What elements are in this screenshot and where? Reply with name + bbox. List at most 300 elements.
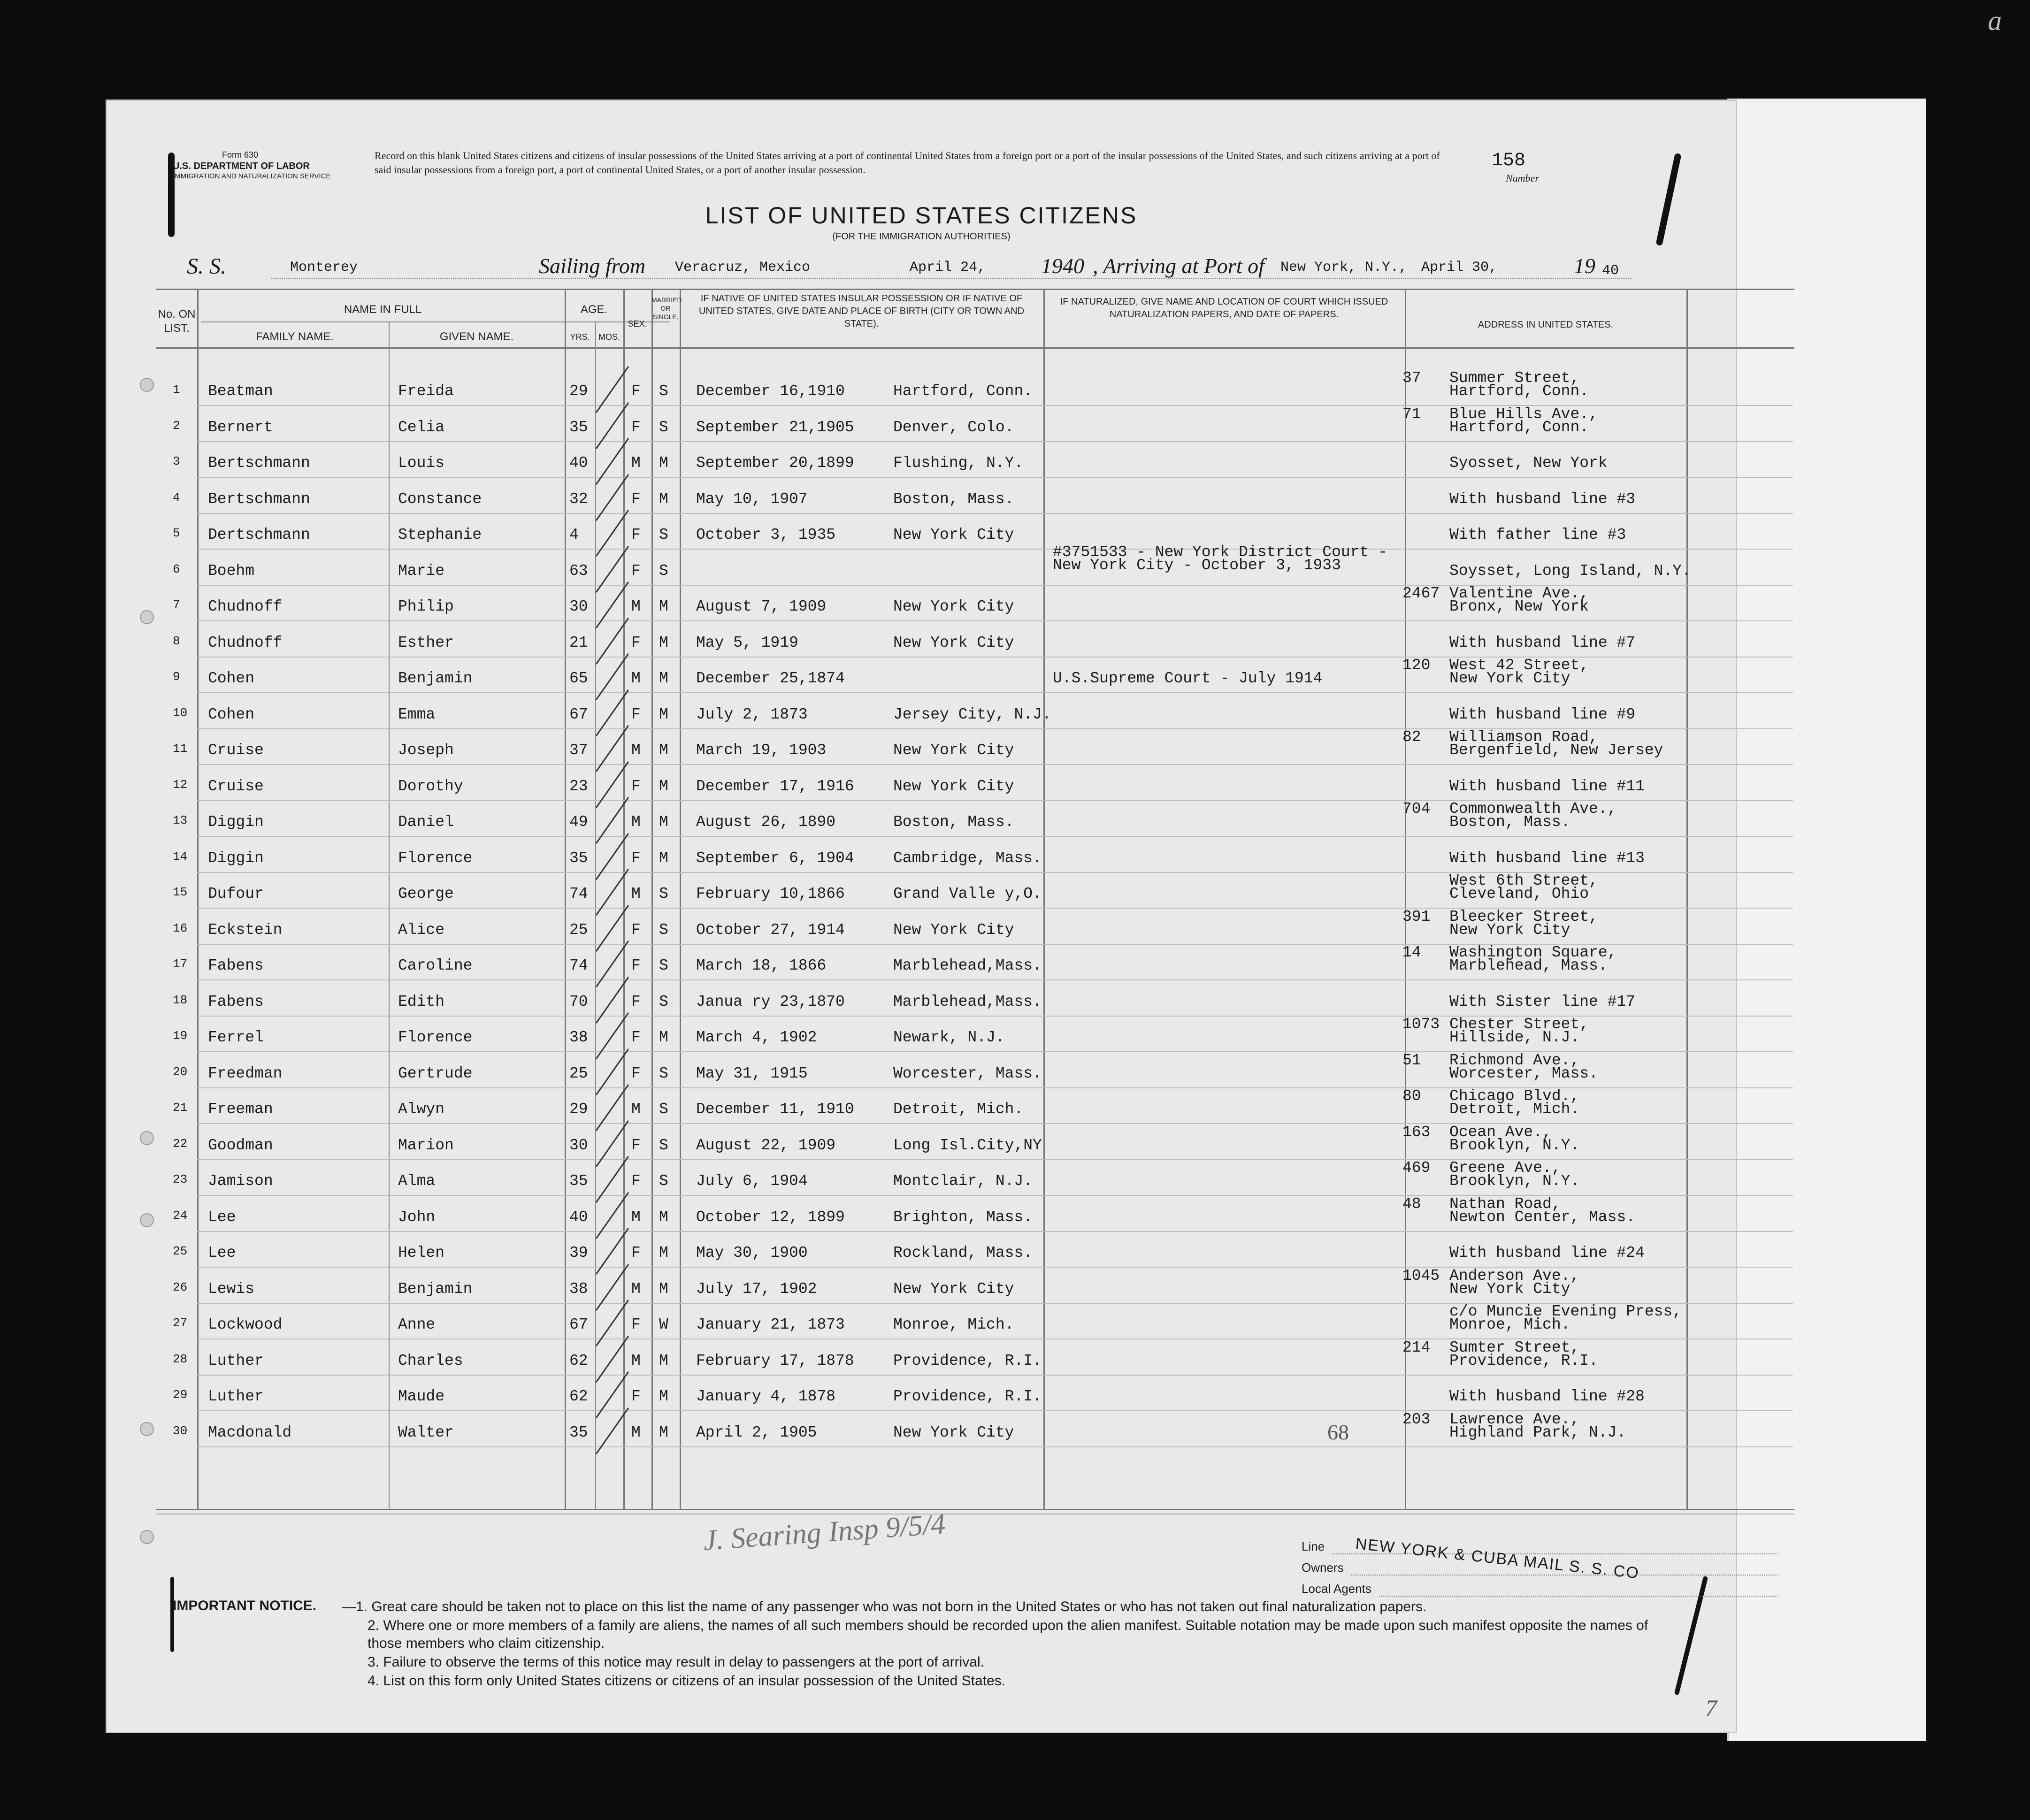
col-rule bbox=[197, 289, 199, 1509]
arrival-port: New York, N.Y., bbox=[1280, 260, 1408, 275]
cell-place: New York City bbox=[893, 742, 1014, 759]
cell-family: Dertschmann bbox=[208, 526, 310, 543]
cell-sex: F bbox=[631, 1244, 641, 1262]
cell-addr2: Cleveland, Ohio bbox=[1449, 885, 1589, 902]
cell-no: 5 bbox=[173, 526, 180, 540]
cell-no: 21 bbox=[173, 1101, 188, 1115]
cell-no: 26 bbox=[173, 1280, 188, 1294]
punch-hole bbox=[140, 1422, 154, 1436]
cell-ms: S bbox=[659, 1172, 668, 1190]
cell-age: 35 bbox=[569, 849, 588, 867]
cell-age: 37 bbox=[569, 742, 588, 759]
cell-sex: M bbox=[631, 885, 641, 902]
cell-given: Anne bbox=[398, 1316, 436, 1333]
cell-family: Eckstein bbox=[208, 921, 283, 939]
cell-given: Gertrude bbox=[398, 1064, 473, 1082]
cell-age: 21 bbox=[569, 634, 588, 651]
cell-addr2: New York City bbox=[1449, 1280, 1570, 1298]
cell-family: Freedman bbox=[208, 1064, 283, 1082]
cell-addr2: Brooklyn, N.Y. bbox=[1449, 1136, 1580, 1154]
cell-ms: M bbox=[659, 742, 668, 759]
notice-1: —1. Great care should be taken not to place on this list the name of any passenger who was not born in the United States or who has not taken out final naturalization papers. bbox=[342, 1599, 1427, 1614]
cell-sex: F bbox=[631, 526, 641, 543]
cell-place: Providence, R.I. bbox=[893, 1352, 1042, 1369]
cell-family: Jamison bbox=[208, 1172, 273, 1190]
cell-ms: M bbox=[659, 634, 668, 651]
cell-dob: March 18, 1866 bbox=[696, 957, 827, 974]
cell-age: 35 bbox=[569, 1423, 588, 1441]
cell-family: Ferrel bbox=[208, 1029, 264, 1046]
cell-sex: F bbox=[631, 1064, 641, 1082]
line-label: Line bbox=[1302, 1539, 1325, 1553]
cell-sex: M bbox=[631, 1208, 641, 1226]
form-number: Form 630 bbox=[222, 150, 259, 160]
cell-sex: F bbox=[631, 1388, 641, 1405]
cell-sex: F bbox=[631, 1136, 641, 1154]
cell-family: Dufour bbox=[208, 885, 264, 902]
cell-sex: F bbox=[631, 562, 641, 580]
cell-given: Maude bbox=[398, 1388, 445, 1405]
cell-dob: December 17, 1916 bbox=[696, 777, 854, 795]
cell-no: 8 bbox=[173, 634, 180, 648]
cell-no: 10 bbox=[173, 705, 188, 720]
punch-hole bbox=[140, 610, 154, 624]
cell-addr2: Bergenfield, New Jersey bbox=[1449, 742, 1663, 759]
cell-family: Lee bbox=[208, 1244, 236, 1262]
cell-addr-num: 391 bbox=[1402, 908, 1431, 925]
cell-sex: F bbox=[631, 382, 641, 400]
cell-place: New York City bbox=[893, 526, 1014, 543]
row-rule bbox=[197, 441, 1793, 442]
cell-addr2: With husband line #24 bbox=[1449, 1244, 1645, 1262]
line-stamp: NEW YORK & CUBA MAIL S. S. CO bbox=[1355, 1535, 1640, 1583]
sailing-label: Sailing from bbox=[539, 254, 646, 278]
count-annotation: 68 bbox=[1327, 1420, 1349, 1444]
cell-addr-num: 2467 bbox=[1402, 585, 1440, 602]
notice-3: 3. Failure to observe the terms of this notice may result in delay to passengers at the port of arrival. bbox=[368, 1654, 984, 1670]
punch-hole bbox=[140, 1213, 154, 1227]
cell-ms: M bbox=[659, 705, 668, 723]
row-rule bbox=[197, 620, 1793, 621]
cell-given: Stephanie bbox=[398, 526, 482, 543]
cell-addr1: West 6th Street, bbox=[1449, 872, 1598, 889]
cell-place: Providence, R.I. bbox=[893, 1388, 1042, 1405]
cell-ms: M bbox=[659, 813, 668, 831]
cell-age: 25 bbox=[569, 921, 588, 939]
row-rule bbox=[197, 549, 1793, 550]
cell-ms: S bbox=[659, 993, 668, 1010]
header-address: ADDRESS IN UNITED STATES. bbox=[1478, 320, 1614, 330]
cell-no: 1 bbox=[173, 382, 180, 397]
cell-addr-num: 214 bbox=[1402, 1338, 1431, 1356]
cell-place: New York City bbox=[893, 921, 1014, 939]
cell-family: Macdonald bbox=[208, 1423, 292, 1441]
cell-age: 62 bbox=[569, 1352, 588, 1369]
cell-dob: May 10, 1907 bbox=[696, 490, 808, 508]
cell-sex: M bbox=[631, 742, 641, 759]
sail-year: 1940 bbox=[1041, 254, 1084, 278]
agents-label: Local Agents bbox=[1302, 1582, 1371, 1596]
cell-no: 20 bbox=[173, 1064, 188, 1079]
row-rule bbox=[197, 477, 1793, 478]
page-title: LIST OF UNITED STATES CITIZENS bbox=[705, 202, 1138, 229]
cell-family: Lee bbox=[208, 1208, 236, 1226]
cell-given: Florence bbox=[398, 1029, 473, 1046]
cell-no: 15 bbox=[173, 885, 188, 899]
cell-dob: October 12, 1899 bbox=[696, 1208, 845, 1226]
cell-family: Diggin bbox=[208, 813, 264, 831]
cell-given: Marie bbox=[398, 562, 445, 580]
cell-given: Edith bbox=[398, 993, 445, 1010]
header-given-name: GIVEN NAME. bbox=[439, 330, 514, 343]
cell-given: Caroline bbox=[398, 957, 473, 974]
cell-ms: S bbox=[659, 1136, 668, 1154]
cell-age: 35 bbox=[569, 1172, 588, 1190]
cell-addr-num: 1045 bbox=[1402, 1267, 1440, 1285]
cell-ms: M bbox=[659, 1388, 668, 1405]
cell-age: 25 bbox=[569, 1064, 588, 1082]
cell-sex: F bbox=[631, 418, 641, 436]
cell-family: Chudnoff bbox=[208, 598, 283, 615]
cell-place: Jersey City, N.J. bbox=[893, 705, 1051, 723]
notice-title: IMPORTANT NOTICE. bbox=[173, 1598, 317, 1614]
arrival-year: 40 bbox=[1602, 263, 1619, 279]
cell-ms: S bbox=[659, 1064, 668, 1082]
cell-no: 27 bbox=[173, 1316, 188, 1330]
cell-addr1: Bleecker Street, bbox=[1449, 908, 1598, 925]
cell-addr2: New York City bbox=[1449, 670, 1570, 687]
cell-place: Montclair, N.J. bbox=[893, 1172, 1033, 1190]
cell-dob: September 6, 1904 bbox=[696, 849, 854, 867]
cell-addr2: Monroe, Mich. bbox=[1449, 1316, 1570, 1333]
cell-ms: M bbox=[659, 1029, 668, 1046]
sail-date: April 24, bbox=[910, 260, 986, 275]
cell-given: Benjamin bbox=[398, 1280, 473, 1298]
cell-addr1: Commonwealth Ave., bbox=[1449, 800, 1617, 818]
cell-sex: F bbox=[631, 957, 641, 974]
cell-family: Bertschmann bbox=[208, 454, 310, 472]
cell-addr1: Nathan Road, bbox=[1449, 1195, 1561, 1213]
cell-no: 28 bbox=[173, 1352, 188, 1366]
cell-place: New York City bbox=[893, 1280, 1014, 1298]
cell-place: Cambridge, Mass. bbox=[893, 849, 1042, 867]
cell-sex: F bbox=[631, 1029, 641, 1046]
cell-family: Cruise bbox=[208, 777, 264, 795]
col-rule bbox=[389, 321, 390, 1509]
cell-no: 16 bbox=[173, 921, 188, 935]
cell-dob: May 5, 1919 bbox=[696, 634, 798, 651]
cell-given: Philip bbox=[398, 598, 454, 615]
cell-family: Freeman bbox=[208, 1101, 273, 1118]
cell-family: Chudnoff bbox=[208, 634, 283, 651]
cell-addr-num: 37 bbox=[1402, 369, 1421, 387]
cell-given: Helen bbox=[398, 1244, 445, 1262]
cell-dob: May 31, 1915 bbox=[696, 1064, 808, 1082]
cell-given: Walter bbox=[398, 1423, 454, 1441]
cell-no: 9 bbox=[173, 670, 180, 684]
form-intro: Record on this blank United States citizens and citizens of insular possessions of the United States arriving at a port of continental United States from a foreign port or a port of the insular possessions of the United States, and such citizens arriving at a port of said insular possessions from a foreign port, a port of continental United States, or a port of another insular possession. bbox=[375, 150, 1440, 176]
cell-dob: August 26, 1890 bbox=[696, 813, 836, 831]
cell-ms: M bbox=[659, 849, 668, 867]
punch-hole bbox=[140, 1131, 154, 1145]
col-rule bbox=[1686, 289, 1688, 1509]
cell-age: 39 bbox=[569, 1244, 588, 1262]
cell-age: 62 bbox=[569, 1388, 588, 1405]
cell-given: Daniel bbox=[398, 813, 454, 831]
cell-sex: F bbox=[631, 993, 641, 1010]
cell-given: George bbox=[398, 885, 454, 902]
cell-ms: W bbox=[659, 1316, 668, 1333]
cell-ms: M bbox=[659, 1352, 668, 1369]
cell-place: Newark, N.J. bbox=[893, 1029, 1005, 1046]
cell-addr1: Chester Street, bbox=[1449, 1016, 1589, 1033]
cell-family: Cohen bbox=[208, 705, 255, 723]
cell-no: 29 bbox=[173, 1388, 188, 1402]
cell-addr2: Hartford, Conn. bbox=[1449, 418, 1589, 436]
cell-dob: September 20,1899 bbox=[696, 454, 854, 472]
cell-no: 18 bbox=[173, 993, 188, 1007]
ship-name: Monterey bbox=[290, 260, 358, 275]
cell-addr2: New York City bbox=[1449, 921, 1570, 939]
cell-sex: M bbox=[631, 1280, 641, 1298]
cell-ms: S bbox=[659, 1101, 668, 1118]
cell-age: 49 bbox=[569, 813, 588, 831]
cell-addr-num: 1073 bbox=[1402, 1016, 1440, 1033]
cell-ms: M bbox=[659, 1208, 668, 1226]
cell-addr1: Summer Street, bbox=[1449, 369, 1580, 387]
cell-dob: October 3, 1935 bbox=[696, 526, 836, 543]
cell-addr2: Syosset, New York bbox=[1449, 454, 1608, 472]
cell-given: Louis bbox=[398, 454, 445, 472]
cell-dob: September 21,1905 bbox=[696, 418, 854, 436]
cell-place: Grand Valle y,O. bbox=[893, 885, 1042, 902]
voyage-rule bbox=[271, 278, 1632, 279]
cell-nat1: #3751533 - New York District Court - bbox=[1053, 543, 1387, 561]
cell-family: Boehm bbox=[208, 562, 255, 580]
inspector-signature: J. Searing Insp 9/5/4 bbox=[702, 1508, 947, 1557]
cell-addr2: Boston, Mass. bbox=[1449, 813, 1570, 831]
cell-place: Worcester, Mass. bbox=[893, 1064, 1042, 1082]
cell-no: 17 bbox=[173, 957, 188, 971]
cell-sex: F bbox=[631, 634, 641, 651]
cell-age: 65 bbox=[569, 670, 588, 687]
number-label: Number bbox=[1506, 172, 1539, 184]
cell-addr1: Sumter Street, bbox=[1449, 1338, 1580, 1356]
cell-dob: July 2, 1873 bbox=[696, 705, 808, 723]
sailing-port: Veracruz, Mexico bbox=[675, 260, 811, 275]
name-header-rule bbox=[201, 321, 670, 322]
cell-dob: October 27, 1914 bbox=[696, 921, 845, 939]
cell-ms: M bbox=[659, 1280, 668, 1298]
cell-no: 30 bbox=[173, 1423, 188, 1438]
cell-addr-num: 71 bbox=[1402, 405, 1421, 423]
page-subtitle: (FOR THE IMMIGRATION AUTHORITIES) bbox=[832, 231, 1011, 242]
cell-no: 11 bbox=[173, 742, 188, 756]
cell-place: Rockland, Mass. bbox=[893, 1244, 1033, 1262]
cell-family: Luther bbox=[208, 1388, 264, 1405]
row-rule bbox=[197, 513, 1793, 514]
cell-addr-num: 80 bbox=[1402, 1087, 1421, 1105]
cell-dob: January 21, 1873 bbox=[696, 1316, 845, 1333]
cell-addr2: With husband line #3 bbox=[1449, 490, 1636, 508]
cell-addr-num: 51 bbox=[1402, 1051, 1421, 1069]
cell-place: Boston, Mass. bbox=[893, 490, 1014, 508]
back-sheet bbox=[1727, 99, 1926, 1741]
cell-sex: M bbox=[631, 813, 641, 831]
cell-sex: F bbox=[631, 849, 641, 867]
cell-addr1: Richmond Ave., bbox=[1449, 1051, 1580, 1069]
cell-given: Emma bbox=[398, 705, 436, 723]
cell-family: Fabens bbox=[208, 957, 264, 974]
cell-place: Denver, Colo. bbox=[893, 418, 1014, 436]
cell-addr-num: 469 bbox=[1402, 1159, 1431, 1177]
cell-family: Diggin bbox=[208, 849, 264, 867]
cell-no: 23 bbox=[173, 1172, 188, 1186]
cell-given: Alwyn bbox=[398, 1101, 445, 1118]
cell-age: 4 bbox=[569, 526, 579, 543]
service-name: IMMIGRATION AND NATURALIZATION SERVICE bbox=[173, 172, 331, 180]
cell-dob: January 4, 1878 bbox=[696, 1388, 836, 1405]
cell-addr1: Valentine Ave., bbox=[1449, 585, 1589, 602]
cell-age: 40 bbox=[569, 454, 588, 472]
cell-place: Monroe, Mich. bbox=[893, 1316, 1014, 1333]
arrival-year-prefix: 19 bbox=[1574, 254, 1595, 278]
cell-addr2: With husband line #9 bbox=[1449, 705, 1636, 723]
cell-family: Beatman bbox=[208, 382, 273, 400]
cell-addr2: With Sister line #17 bbox=[1449, 993, 1636, 1010]
cell-dob: March 19, 1903 bbox=[696, 742, 827, 759]
arrival-date: April 30, bbox=[1421, 260, 1498, 275]
row-rule bbox=[197, 1231, 1793, 1232]
cell-no: 19 bbox=[173, 1029, 188, 1043]
cell-ms: M bbox=[659, 490, 668, 508]
cell-no: 12 bbox=[173, 777, 188, 792]
agents-rule bbox=[1379, 1596, 1778, 1597]
cell-family: Fabens bbox=[208, 993, 264, 1010]
row-rule bbox=[197, 1375, 1793, 1376]
cell-ms: M bbox=[659, 454, 668, 472]
header-birth: IF NATIVE OF UNITED STATES INSULAR POSSESSION OR IF NATIVE OF UNITED STATES, GIVE DATE AND PLACE OF BIRTH (CITY OR TOWN AND STATE). bbox=[698, 293, 1025, 329]
cell-addr1: Ocean Ave., bbox=[1449, 1123, 1552, 1141]
arriving-label: , Arriving at Port of bbox=[1093, 254, 1264, 278]
punch-hole bbox=[140, 1530, 154, 1544]
header-no: No. ON LIST. bbox=[158, 308, 196, 335]
cell-dob: April 2, 1905 bbox=[696, 1423, 817, 1441]
cell-addr1: Lawrence Ave., bbox=[1449, 1410, 1580, 1428]
header-married: MARRIED OR SINGLE. bbox=[651, 296, 682, 321]
cell-ms: S bbox=[659, 921, 668, 939]
notice-2: 2. Where one or more members of a family are aliens, the names of all such members should be recorded upon the alien manifest. Suitable notation may be made upon such manifest opposite the names of those members who claim citizenship. bbox=[368, 1618, 1648, 1651]
cell-addr2: Highland Park, N.J. bbox=[1449, 1423, 1626, 1441]
table-bottom-rule bbox=[156, 1509, 1794, 1510]
cell-sex: F bbox=[631, 921, 641, 939]
manifest-page bbox=[107, 101, 1736, 1732]
header-yrs: YRS. bbox=[570, 332, 590, 342]
list-number: 158 bbox=[1492, 150, 1526, 171]
cell-addr1: Greene Ave., bbox=[1449, 1159, 1561, 1177]
cell-age: 29 bbox=[569, 1101, 588, 1118]
cell-ms: M bbox=[659, 670, 668, 687]
row-rule bbox=[197, 1123, 1793, 1124]
cell-ms: M bbox=[659, 598, 668, 615]
cell-given: Alma bbox=[398, 1172, 436, 1190]
notice-4: 4. List on this form only United States citizens or citizens of an insular possession of the United States. bbox=[368, 1673, 1006, 1689]
cell-place: New York City bbox=[893, 634, 1014, 651]
row-rule bbox=[197, 692, 1793, 693]
cell-dob: February 17, 1878 bbox=[696, 1352, 854, 1369]
row-rule bbox=[197, 1446, 1793, 1447]
cell-place: Long Isl.City,NY bbox=[893, 1136, 1042, 1154]
cell-ms: S bbox=[659, 526, 668, 543]
cell-given: Marion bbox=[398, 1136, 454, 1154]
cell-sex: M bbox=[631, 1423, 641, 1441]
cell-given: Joseph bbox=[398, 742, 454, 759]
bottom-mark: 7 bbox=[1705, 1695, 1717, 1721]
cell-dob: December 16,1910 bbox=[696, 382, 845, 400]
cell-dob: December 25,1874 bbox=[696, 670, 845, 687]
cell-place: New York City bbox=[893, 1423, 1014, 1441]
cell-sex: M bbox=[631, 1101, 641, 1118]
cell-ms: S bbox=[659, 885, 668, 902]
row-rule bbox=[197, 764, 1793, 765]
cell-ms: M bbox=[659, 1423, 668, 1441]
cell-dob: Janua ry 23,1870 bbox=[696, 993, 845, 1010]
cell-no: 14 bbox=[173, 849, 188, 864]
cell-ms: M bbox=[659, 777, 668, 795]
cell-age: 30 bbox=[569, 1136, 588, 1154]
cell-family: Cohen bbox=[208, 670, 255, 687]
cell-age: 67 bbox=[569, 705, 588, 723]
cell-addr2: Newton Center, Mass. bbox=[1449, 1208, 1636, 1226]
cell-age: 35 bbox=[569, 418, 588, 436]
cell-given: Florence bbox=[398, 849, 473, 867]
header-family-name: FAMILY NAME. bbox=[256, 330, 334, 343]
cell-addr1: Anderson Ave., bbox=[1449, 1267, 1580, 1285]
cell-ms: S bbox=[659, 382, 668, 400]
cell-sex: M bbox=[631, 670, 641, 687]
cell-sex: F bbox=[631, 705, 641, 723]
col-rule bbox=[651, 289, 653, 1509]
cell-age: 74 bbox=[569, 957, 588, 974]
cell-no: 22 bbox=[173, 1136, 188, 1151]
cell-given: Charles bbox=[398, 1352, 463, 1369]
cell-place: Marblehead,Mass. bbox=[893, 993, 1042, 1010]
cell-given: John bbox=[398, 1208, 436, 1226]
header-naturalized: IF NATURALIZED, GIVE NAME AND LOCATION OF COURT WHICH ISSUED NATURALIZATION PAPERS, AND DATE OF PAPERS. bbox=[1060, 297, 1388, 320]
cell-addr1: Chicago Blvd., bbox=[1449, 1087, 1580, 1105]
header-name-in-full: NAME IN FULL bbox=[344, 303, 422, 316]
cell-addr-num: 120 bbox=[1402, 657, 1431, 674]
cell-addr2: With father line #3 bbox=[1449, 526, 1626, 543]
cell-given: Freida bbox=[398, 382, 454, 400]
cell-given: Alice bbox=[398, 921, 445, 939]
cell-addr2: With husband line #13 bbox=[1449, 849, 1645, 867]
cell-ms: S bbox=[659, 562, 668, 580]
table-top-rule bbox=[156, 289, 1794, 290]
cell-dob: August 22, 1909 bbox=[696, 1136, 836, 1154]
cell-dob: March 4, 1902 bbox=[696, 1029, 817, 1046]
cell-place: Hartford, Conn. bbox=[893, 382, 1033, 400]
cell-no: 7 bbox=[173, 598, 180, 612]
cell-addr-num: 48 bbox=[1402, 1195, 1421, 1213]
cell-ms: S bbox=[659, 957, 668, 974]
cell-place: New York City bbox=[893, 598, 1014, 615]
cell-addr-num: 203 bbox=[1402, 1410, 1431, 1428]
cell-addr-num: 82 bbox=[1402, 728, 1421, 746]
cell-addr2: Worcester, Mass. bbox=[1449, 1064, 1598, 1082]
cell-age: 40 bbox=[569, 1208, 588, 1226]
cell-place: New York City bbox=[893, 777, 1014, 795]
